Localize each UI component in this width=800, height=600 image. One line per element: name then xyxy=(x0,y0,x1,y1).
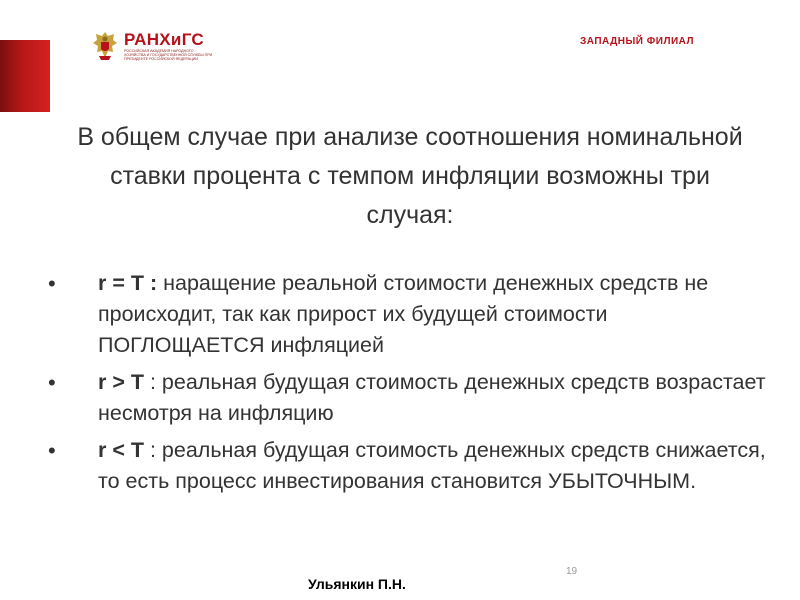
bullet-condition: r < T xyxy=(98,438,145,462)
logo-subtitle: РОССИЙСКАЯ АКАДЕМИЯ НАРОДНОГО ХОЗЯЙСТВА И ГОСУДАРСТВЕННОЙ СЛУЖБЫ ПРИ ПРЕЗИДЕНТЕ РОССИЙСКОЙ ФЕДЕРАЦИИ xyxy=(124,48,213,62)
ranepa-logo xyxy=(92,30,216,62)
bullet-text xyxy=(98,438,766,493)
slide-heading: В общем случае при анализе соотношения номинальной ставки процента с темпом инфляции возможны три случая: xyxy=(77,123,743,229)
bullet-item xyxy=(48,268,768,361)
bullet-condition: r > T xyxy=(98,370,145,394)
bullet-item xyxy=(48,435,768,497)
bullet-marker: • xyxy=(48,271,56,296)
bullet-item xyxy=(48,367,768,429)
bullet-marker: • xyxy=(48,370,56,395)
page-number: 19 xyxy=(566,566,578,577)
eagle-emblem-icon xyxy=(92,30,118,62)
branch-label: ЗАПАДНЫЙ ФИЛИАЛ xyxy=(580,36,695,47)
bullet-list xyxy=(48,268,768,503)
bullet-condition: r = T : xyxy=(98,271,158,295)
logo-name: РАНХиГС xyxy=(124,29,204,49)
bullet-description: : реальная будущая стоимость денежных средств возрастает несмотря на инфляцию xyxy=(98,370,766,425)
bullet-text xyxy=(98,370,766,425)
bullet-text xyxy=(98,271,708,357)
author-name: Ульянкин П.Н. xyxy=(308,576,406,592)
bullet-description: : реальная будущая стоимость денежных средств снижается, то есть процесс инвестирования становится УБЫТОЧНЫМ. xyxy=(98,438,766,493)
bullet-description: наращение реальной стоимости денежных средств не происходит, так как прирост их будущей стоимости ПОГЛОЩАЕТСЯ инфляцией xyxy=(98,271,709,357)
bullet-marker: • xyxy=(48,438,56,463)
decorative-red-bar xyxy=(0,40,50,112)
